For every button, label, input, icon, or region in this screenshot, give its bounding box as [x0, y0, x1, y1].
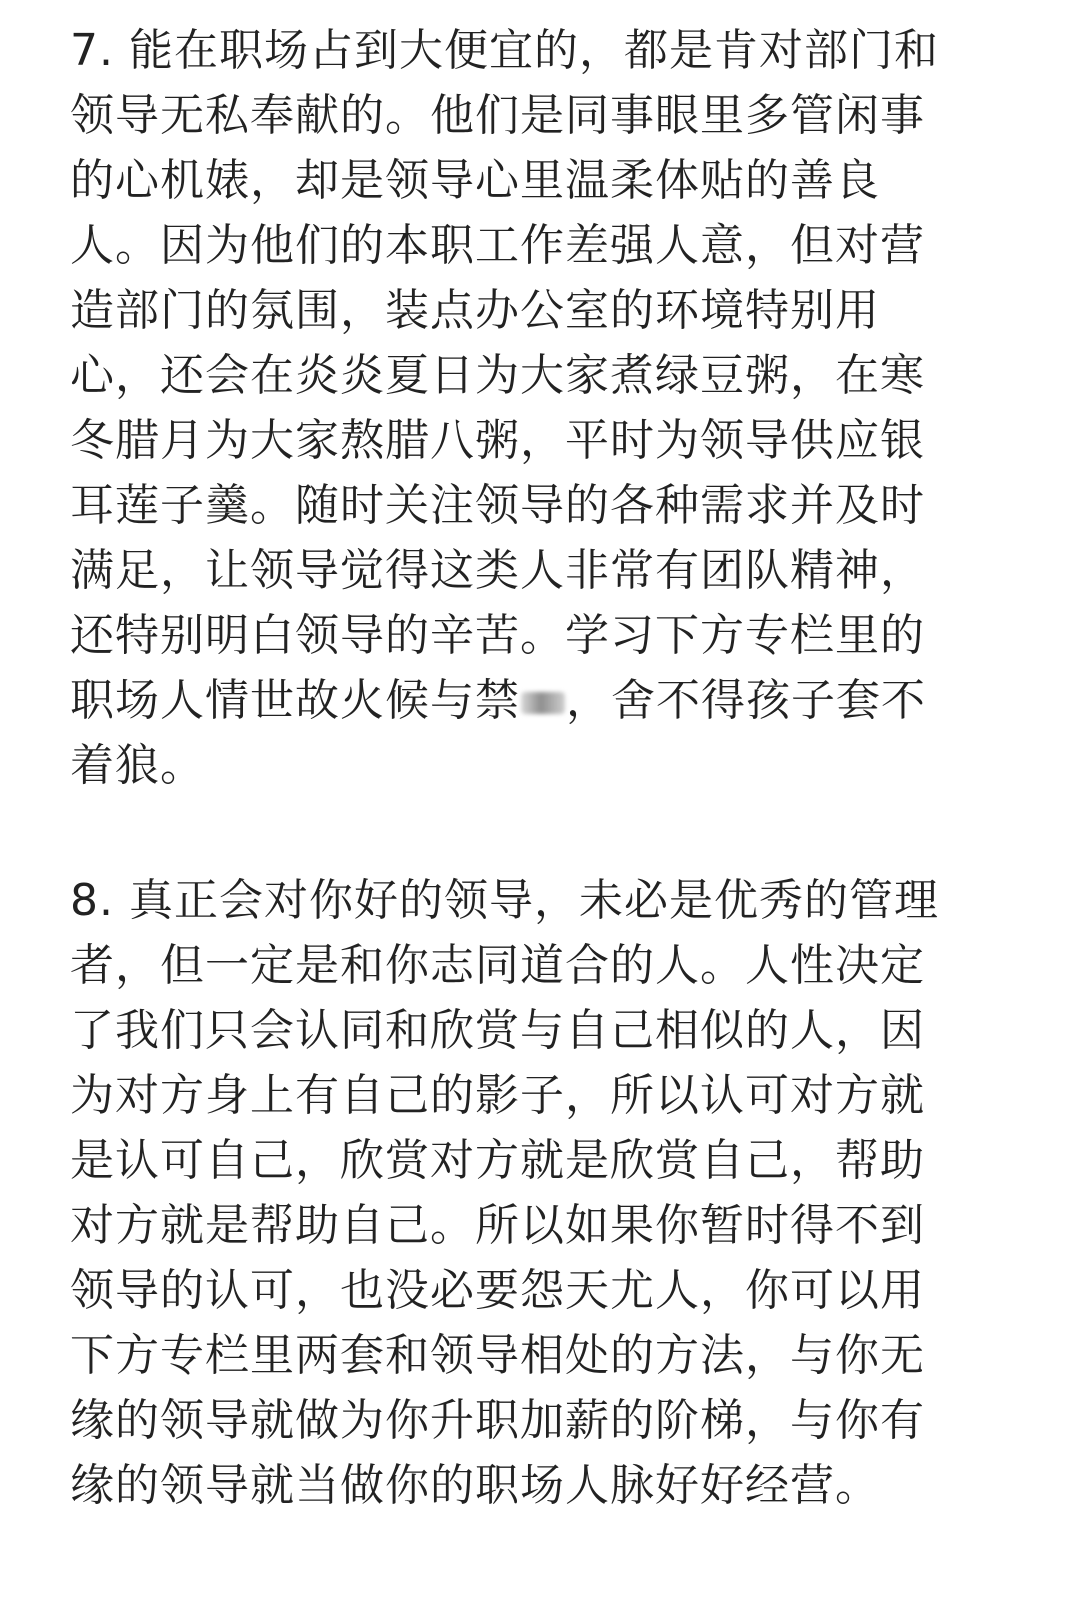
text-line: 者，但一定是和你志同道合的人。人性决定: [70, 940, 925, 991]
text-line: 造部门的氛围，装点办公室的环境特别用: [70, 285, 880, 336]
text-line: 缘的领导就当做你的职场人脉好好经营。: [70, 1460, 880, 1511]
text-line: 着狼。: [70, 740, 205, 791]
text-line: 冬腊月为大家熬腊八粥，平时为领导供应银: [70, 415, 925, 466]
text-line: 的心机婊，却是领导心里温柔体贴的善良: [70, 155, 880, 206]
text-line: 为对方身上有自己的影子，所以认可对方就: [70, 1070, 925, 1121]
text-line: 心，还会在炎炎夏日为大家煮绿豆粥，在寒: [70, 350, 925, 401]
text-line: 耳莲子羹。随时关注领导的各种需求并及时: [70, 480, 925, 531]
text-fragment: 职场人情世故火候与禁: [70, 675, 520, 726]
text-line: 领导的认可，也没必要怨天尤人，你可以用: [70, 1265, 925, 1316]
text-line-with-blur: [70, 668, 970, 733]
text-line: 下方专栏里两套和领导相处的方法，与你无: [70, 1330, 925, 1381]
text-line: 人。因为他们的本职工作差强人意，但对营: [70, 220, 925, 271]
text-line: 满足，让领导觉得这类人非常有团队精神，: [70, 545, 925, 596]
text-line: 是认可自己，欣赏对方就是欣赏自己，帮助: [70, 1135, 925, 1186]
text-line: 还特别明白领导的辛苦。学习下方专栏里的: [70, 610, 925, 661]
text-line: 领导无私奉献的。他们是同事眼里多管闲事: [70, 90, 925, 141]
blurred-text-mark: [521, 692, 565, 714]
paragraph-8: [70, 868, 970, 1518]
text-line: 对方就是帮助自己。所以如果你暂时得不到: [70, 1200, 925, 1251]
text-line: 8. 真正会对你好的领导，未必是优秀的管理: [70, 875, 939, 926]
article-text: [70, 18, 970, 1518]
text-line: 缘的领导就做为你升职加薪的阶梯，与你有: [70, 1395, 925, 1446]
text-fragment: ，舍不得孩子套不: [566, 675, 926, 726]
text-line: 7. 能在职场占到大便宜的，都是肯对部门和: [70, 25, 939, 76]
text-line: 了我们只会认同和欣赏与自己相似的人，因: [70, 1005, 925, 1056]
paragraph-7: [70, 18, 970, 798]
paragraph-gap: [70, 798, 970, 868]
